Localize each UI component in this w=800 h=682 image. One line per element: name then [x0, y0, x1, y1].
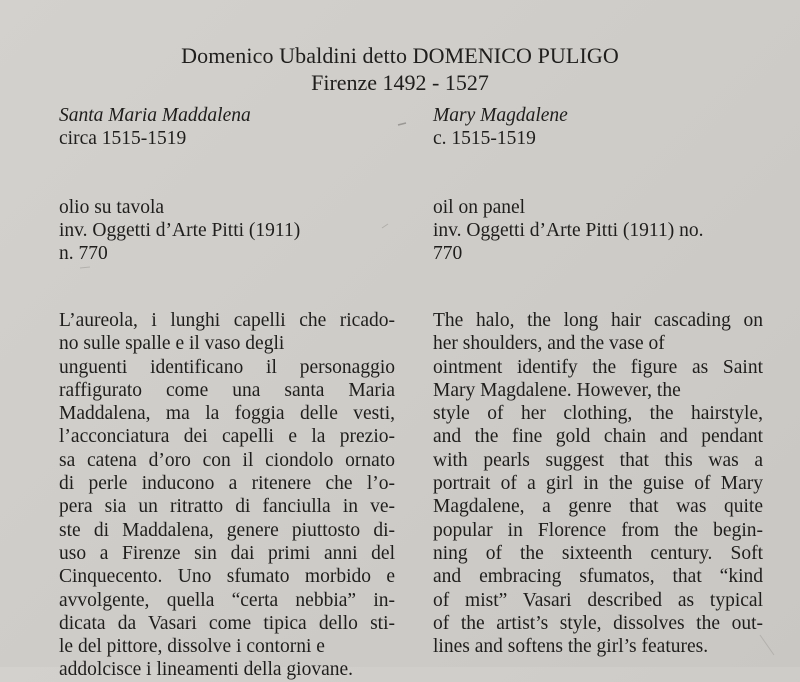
italian-title: Santa Maria Maddalena: [59, 105, 251, 126]
text-line: portrait of a girl in the guise of Mary: [433, 473, 763, 495]
english-date: c. 1515-1519: [433, 128, 536, 149]
text-line: popular in Florence from the begin-: [433, 519, 763, 541]
english-column: [433, 104, 763, 658]
italian-medium: olio su tavola: [59, 197, 165, 218]
text-line: Magdalene, a genre that was quite: [433, 496, 763, 518]
text-line: ning of the sixteenth century. Soft: [433, 542, 763, 564]
text-line: ste di Maddalena, genere piuttosto di-: [59, 519, 395, 541]
text-line: The halo, the long hair cascading on: [433, 310, 763, 331]
english-inventory: inv. Oggetti d’Arte Pitti (1911) no.: [433, 220, 704, 241]
text-line: ointment identify the figure as Saint: [433, 356, 763, 378]
text-line: Maddalena, ma la foggia delle vesti,: [59, 403, 395, 425]
text-line: Cinquecento. Uno sfumato morbido e: [59, 566, 395, 588]
text-line: avvolgente, quella “certa nebbia” in-: [59, 589, 395, 611]
text-line: di perle inducono a ritenere che l’o-: [59, 473, 395, 495]
text-line: dicata da Vasari come tipica dello sti-: [59, 612, 395, 634]
text-line: and the fine gold chain and pendant: [433, 426, 763, 448]
label-header: [0, 42, 800, 96]
text-line: l’acconciatura dei capelli e la prezio-: [59, 426, 395, 448]
text-line: addolcisce i lineamenti della giovane.: [59, 659, 354, 681]
artist-place-dates: Firenze 1492 - 1527: [311, 70, 489, 95]
text-line: uso a Firenze sin dai primi anni del: [59, 542, 395, 564]
text-line: her shoulders, and the vase of: [433, 333, 665, 355]
text-line: no sulle spalle e il vaso degli: [59, 333, 285, 355]
italian-number: n. 770: [59, 243, 108, 264]
italian-date: circa 1515-1519: [59, 128, 187, 149]
text-line: sa catena d’oro con il ciondolo ornato: [59, 449, 395, 471]
italian-description: [59, 309, 395, 682]
text-line: lines and softens the girl’s features.: [433, 636, 709, 658]
text-line: le del pittore, dissolve i contorni e: [59, 636, 325, 658]
text-line: style of her clothing, the hairstyle,: [433, 403, 763, 425]
text-line: unguenti identificano il personaggio: [59, 356, 395, 378]
italian-column: [59, 104, 395, 682]
italian-inventory: inv. Oggetti d’Arte Pitti (1911): [59, 220, 301, 241]
text-line: Mary Magdalene. However, the: [433, 379, 681, 401]
english-description: [433, 309, 763, 658]
artist-name: Domenico Ubaldini detto DOMENICO PULIGO: [181, 43, 619, 68]
english-title: Mary Magdalene: [433, 105, 568, 126]
text-line: L’aureola, i lunghi capelli che ricado-: [59, 310, 395, 331]
text-line: with pearls suggest that this was a: [433, 449, 763, 471]
text-line: raffigurato come una santa Maria: [59, 379, 395, 401]
text-line: and embracing sfumatos, that “kind: [433, 566, 763, 588]
text-line: of the artist’s style, dissolves the out-: [433, 612, 763, 634]
english-medium: oil on panel: [433, 197, 526, 218]
text-line: pera sia un ritratto di fanciulla in ve-: [59, 496, 395, 518]
text-line: of mist” Vasari described as typical: [433, 589, 763, 611]
english-number: 770: [433, 243, 463, 264]
